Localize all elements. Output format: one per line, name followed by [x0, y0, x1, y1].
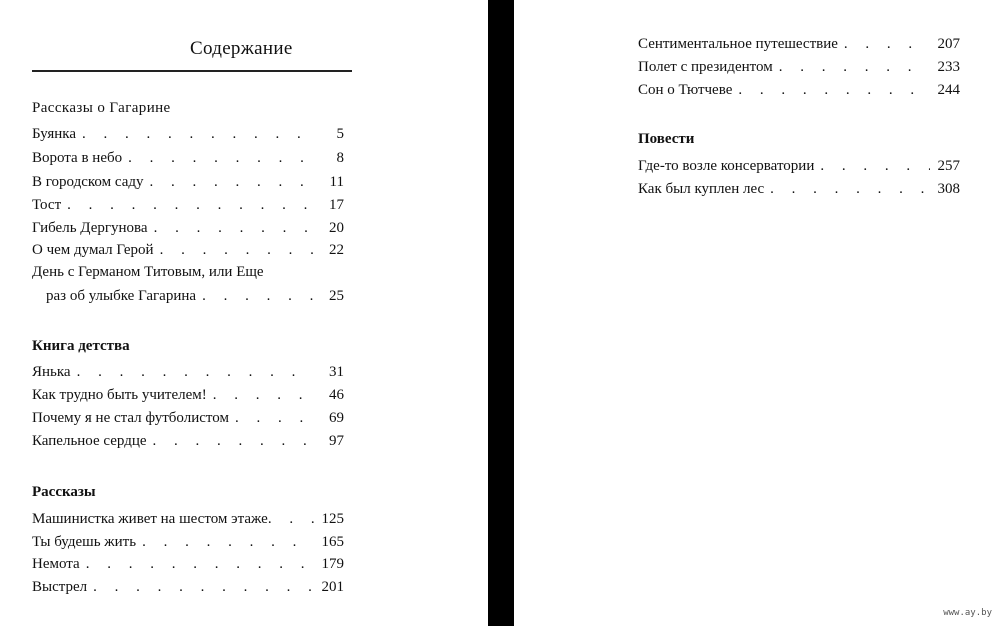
toc-entry-page: 11	[329, 174, 344, 190]
toc-entry	[638, 154, 960, 178]
leader-dots	[128, 146, 314, 170]
left-page	[0, 0, 488, 626]
toc-entry-page: 308	[937, 181, 960, 197]
toc-entry	[32, 193, 344, 217]
toc-entry	[32, 360, 344, 384]
toc-entry	[32, 383, 344, 407]
toc-entry-page: 25	[329, 288, 344, 304]
toc-entry	[32, 238, 344, 262]
toc-entry	[638, 78, 960, 102]
toc-entry-page: 17	[329, 197, 344, 213]
toc-entry-title: Где-то возле консерватории	[638, 158, 815, 174]
leader-dots	[150, 170, 314, 194]
watermark: www.ay.by	[943, 608, 992, 618]
toc-entry-title: Как был куплен лес	[638, 181, 765, 197]
toc-entry	[638, 32, 960, 56]
toc-entry	[32, 170, 344, 194]
leader-dots	[844, 32, 930, 56]
toc-entry-title: Машинистка живет на шестом этаже	[32, 511, 268, 527]
leader-dots	[82, 122, 314, 146]
toc-entry-title: Немота	[32, 556, 80, 572]
section-heading: Рассказы	[32, 484, 96, 500]
book-gutter	[488, 0, 514, 626]
toc-entry	[638, 55, 960, 79]
toc-entry	[32, 552, 344, 576]
leader-dots	[820, 154, 930, 178]
toc-entry	[32, 122, 344, 146]
toc-entry-page: 20	[329, 220, 344, 236]
toc-entry-page: 8	[336, 150, 344, 166]
toc-entry-title: Янька	[32, 364, 71, 380]
toc-entry-title: В городском саду	[32, 174, 144, 190]
leader-dots	[235, 406, 314, 430]
toc-entry-page: 5	[336, 126, 344, 142]
toc-entry	[32, 429, 344, 453]
toc-entry	[638, 177, 960, 201]
page-title: Содержание	[190, 38, 293, 59]
title-rule	[32, 70, 352, 72]
leader-dots	[142, 530, 314, 554]
leader-dots	[213, 383, 314, 407]
toc-entry-page: 244	[937, 82, 960, 98]
toc-entry-page: 207	[937, 36, 960, 52]
toc-entry-title: Тост	[32, 197, 62, 213]
toc-entry	[32, 216, 344, 240]
toc-entry-page: 31	[329, 364, 344, 380]
leader-dots	[738, 78, 930, 102]
toc-entry	[32, 530, 344, 554]
toc-entry-title: Капельное сердце	[32, 433, 147, 449]
leader-dots	[779, 55, 930, 79]
leader-dots	[93, 575, 314, 599]
toc-entry	[32, 575, 344, 599]
toc-entry-page: 46	[329, 387, 344, 403]
section-heading: Повести	[638, 131, 695, 147]
toc-entry-title: Как трудно быть учителем!	[32, 387, 207, 403]
leader-dots	[160, 238, 314, 262]
toc-entry-page: 201	[321, 579, 344, 595]
toc-entry-title: Ворота в небо	[32, 150, 123, 166]
leader-dots	[153, 429, 314, 453]
section-heading: Рассказы о Гагарине	[32, 100, 171, 116]
toc-entry-title: Сон о Тютчеве	[638, 82, 733, 98]
leader-dots	[77, 360, 314, 384]
toc-entry-page: 22	[329, 242, 344, 258]
toc-entry-title: Буянка	[32, 126, 77, 142]
leader-dots	[202, 284, 314, 308]
toc-entry-title: Выстрел	[32, 579, 88, 595]
toc-entry	[32, 146, 344, 170]
toc-entry-title: Сентиментальное путешествие	[638, 36, 838, 52]
leader-dots	[67, 193, 314, 217]
toc-entry	[32, 507, 344, 531]
leader-dots	[268, 507, 316, 531]
toc-entry-title: Ты будешь жить	[32, 534, 137, 550]
toc-entry-page: 233	[937, 59, 960, 75]
toc-entry-title: Гибель Дергунова	[32, 220, 148, 236]
section-heading: Книга детства	[32, 338, 130, 354]
toc-entry-title: День с Германом Титовым, или Еще	[32, 264, 264, 280]
toc-entry-title: О чем думал Герой	[32, 242, 154, 258]
toc-entry-title: Почему я не стал футболистом	[32, 410, 229, 426]
toc-entry-title-cont: раз об улыбке Гагарина	[46, 288, 197, 304]
toc-entry	[32, 406, 344, 430]
leader-dots	[154, 216, 314, 240]
toc-entry-page: 125	[321, 511, 344, 527]
leader-dots	[770, 177, 930, 201]
right-page	[514, 0, 1000, 626]
toc-entry-page: 69	[329, 410, 344, 426]
toc-entry-page: 97	[329, 433, 344, 449]
toc-entry	[46, 284, 344, 308]
toc-entry-page: 179	[321, 556, 344, 572]
toc-entry-title: Полет с президентом	[638, 59, 773, 75]
toc-entry-page: 165	[321, 534, 344, 550]
leader-dots	[86, 552, 314, 576]
toc-entry-page: 257	[937, 158, 960, 174]
